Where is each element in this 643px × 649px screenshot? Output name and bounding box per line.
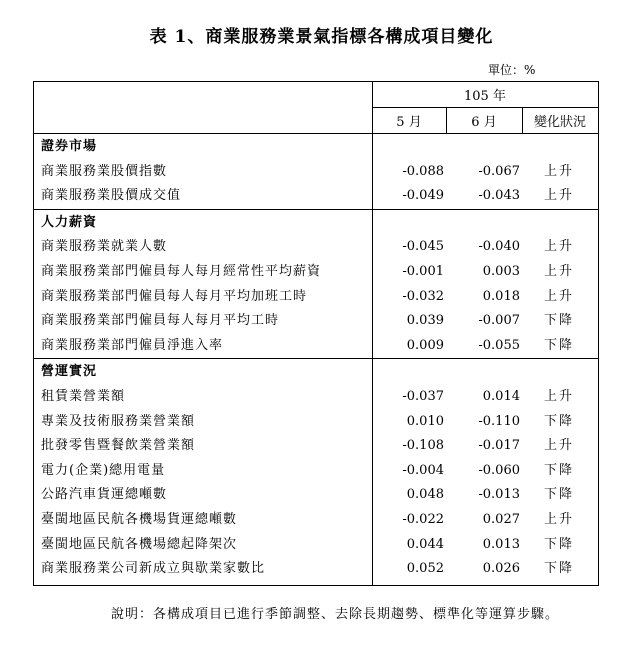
status-value: 下降 xyxy=(543,313,574,329)
may-value: 0.009 xyxy=(406,337,444,353)
row-label: 商業服務業就業人數 xyxy=(41,239,168,255)
jun-value: 0.013 xyxy=(482,536,520,552)
status-value: 上升 xyxy=(543,512,574,527)
may-value: -0.045 xyxy=(402,239,444,255)
may-value: 0.044 xyxy=(406,536,444,552)
row-label: 租賃業營業額 xyxy=(41,389,126,404)
jun-value: 0.018 xyxy=(482,288,520,304)
jun-value: -0.007 xyxy=(478,313,520,329)
header-year-rule xyxy=(372,107,598,108)
col-divider-may-jun xyxy=(446,107,447,133)
unit-label: 單位：% xyxy=(488,63,536,77)
row-label: 臺閩地區民航各機場總起降架次 xyxy=(41,536,238,552)
row-label: 商業服務業股價指數 xyxy=(41,163,168,179)
section-divider xyxy=(33,358,598,359)
jun-value: -0.060 xyxy=(478,462,520,478)
row-label: 商業服務業部門僱員每人每月平均工時 xyxy=(41,313,280,329)
section-heading: 人力薪資 xyxy=(41,214,98,230)
row-label: 臺閩地區民航各機場貨運總噸數 xyxy=(41,512,238,527)
row-label: 商業服務業公司新成立與歇業家數比 xyxy=(41,561,266,577)
jun-value: -0.067 xyxy=(478,163,520,179)
may-value: -0.049 xyxy=(402,188,444,204)
status-value: 上升 xyxy=(543,288,574,304)
may-value: -0.001 xyxy=(402,264,444,279)
jun-value: 0.026 xyxy=(482,561,520,577)
jun-value: -0.055 xyxy=(478,337,520,353)
status-value: 下降 xyxy=(543,487,574,503)
may-value: -0.088 xyxy=(402,163,444,179)
col-jun-header: 6 月 xyxy=(471,115,497,130)
section-divider xyxy=(33,209,598,210)
header-bottom-rule xyxy=(33,133,598,134)
jun-value: -0.013 xyxy=(478,487,520,503)
may-value: 0.010 xyxy=(406,413,444,429)
jun-value: -0.040 xyxy=(478,239,520,255)
table-top-border xyxy=(33,81,599,82)
table-title: 表 1、商業服務業景氣指標各構成項目變化 xyxy=(149,27,494,47)
col-status-header: 變化狀況 xyxy=(533,115,586,130)
row-label: 公路汽車貨運總噸數 xyxy=(41,487,168,503)
row-label: 批發零售暨餐飲業營業額 xyxy=(41,438,196,454)
may-value: -0.108 xyxy=(402,438,444,454)
section-heading: 證券市場 xyxy=(41,139,98,154)
may-value: -0.037 xyxy=(402,389,444,404)
may-value: 0.039 xyxy=(406,313,444,329)
row-label: 商業服務業部門僱員每人每月經常性平均薪資 xyxy=(41,264,322,279)
col-divider-label xyxy=(372,81,373,585)
jun-value: -0.110 xyxy=(478,413,520,429)
status-value: 上升 xyxy=(543,264,574,279)
may-value: 0.048 xyxy=(406,487,444,503)
status-value: 上升 xyxy=(543,438,574,454)
row-label: 商業服務業部門僱員每人每月平均加班工時 xyxy=(41,288,308,304)
may-value: -0.032 xyxy=(402,288,444,304)
row-label: 商業服務業部門僱員淨進入率 xyxy=(41,337,224,353)
status-value: 下降 xyxy=(543,337,574,353)
status-value: 下降 xyxy=(543,536,574,552)
jun-value: 0.003 xyxy=(482,264,520,279)
row-label: 商業服務業股價成交值 xyxy=(41,188,182,204)
jun-value: -0.017 xyxy=(478,438,520,454)
jun-value: -0.043 xyxy=(478,188,520,204)
jun-value: 0.014 xyxy=(482,389,520,404)
section-heading: 營運實況 xyxy=(41,364,98,380)
jun-value: 0.027 xyxy=(482,512,520,527)
may-value: -0.022 xyxy=(402,512,444,527)
may-value: 0.052 xyxy=(406,561,444,577)
table-left-border xyxy=(33,81,34,585)
col-may-header: 5 月 xyxy=(396,115,422,130)
row-label: 專業及技術服務業營業額 xyxy=(41,413,196,429)
status-value: 下降 xyxy=(543,413,574,429)
status-value: 上升 xyxy=(543,163,574,179)
footnote: 說明：各構成項目已進行季節調整、去除長期趨勢、標準化等運算步驟。 xyxy=(111,607,560,622)
row-label: 電力(企業)總用電量 xyxy=(41,462,166,478)
status-value: 上升 xyxy=(543,389,574,404)
status-value: 上升 xyxy=(543,188,574,204)
status-value: 下降 xyxy=(543,462,574,478)
may-value: -0.004 xyxy=(402,462,444,478)
status-value: 下降 xyxy=(543,561,574,577)
table-right-border xyxy=(598,81,599,585)
col-divider-jun-status xyxy=(522,107,523,133)
status-value: 上升 xyxy=(543,239,574,255)
table-bottom-border xyxy=(33,585,599,586)
year-header: 105 年 xyxy=(464,89,506,104)
